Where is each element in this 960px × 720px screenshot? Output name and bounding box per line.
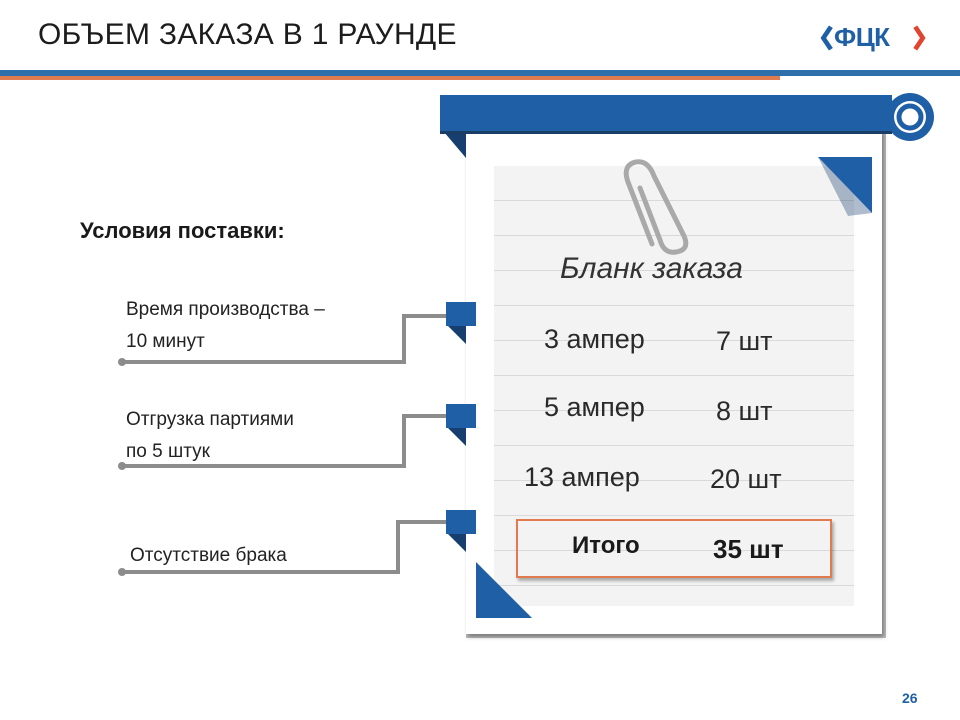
slide-title: ОБЪЕМ ЗАКАЗА В 1 РАУНДЕ [38, 18, 457, 51]
condition-item [130, 540, 287, 572]
condition-line: Отсутствие брака [130, 545, 287, 566]
total-qty: 35 шт [713, 534, 784, 564]
condition-item [126, 404, 294, 468]
notepad-header-bar [440, 95, 892, 133]
condition-line: 10 минут [126, 331, 205, 352]
paperclip-icon [626, 162, 686, 252]
order-item: 3 ампер [544, 324, 645, 354]
logo-text: ФЦК [834, 22, 890, 52]
order-qty: 8 шт [716, 396, 773, 426]
total-highlight-box [516, 519, 832, 578]
total-label: Итого [572, 532, 640, 559]
condition-line: Отгрузка партиями [126, 409, 294, 430]
order-qty: 7 шт [716, 326, 773, 356]
page-number: 26 [902, 690, 918, 706]
order-form-title: Бланк заказа [560, 252, 743, 285]
order-item: 13 ампер [524, 462, 640, 492]
conditions-heading: Условия поставки: [80, 218, 285, 243]
notepad-header-shadow [440, 131, 892, 134]
tab-marker-2 [446, 404, 476, 446]
order-item: 5 ампер [544, 392, 645, 422]
tab-marker-3 [446, 510, 476, 552]
condition-item [126, 294, 325, 358]
topbar-fold [444, 132, 466, 158]
order-qty: 20 шт [710, 464, 782, 494]
condition-line: по 5 штук [126, 441, 210, 462]
tab-marker-1 [446, 302, 476, 344]
condition-line: Время производства – [126, 299, 325, 320]
